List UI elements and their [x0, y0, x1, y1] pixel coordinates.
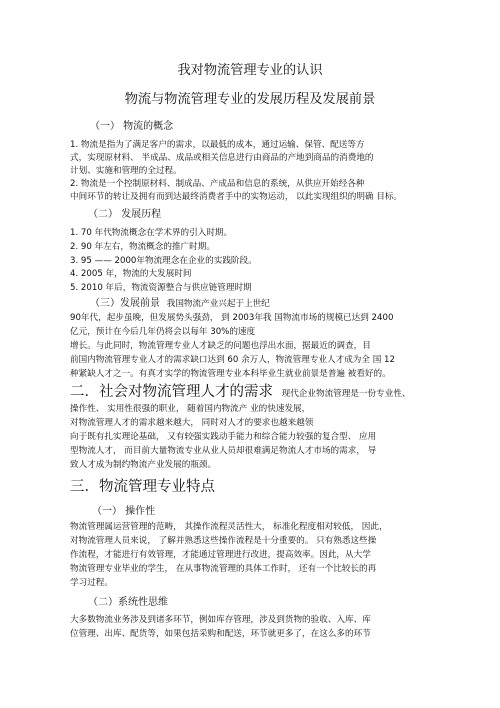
part-heading-demand-row	[70, 382, 411, 404]
paragraph-line: 计划、实施和管理的全过程。	[70, 166, 182, 176]
paragraph-line: 90年代，起步虽晚，但发展势头强劲， 到 2003年我 国物流市场的规模已达到 2400	[70, 313, 394, 323]
paragraph-line: 位管理、出库、配货等，如果包括采购和配送，环节就更多了，在这么多的环节	[70, 629, 371, 639]
paragraph-line: 致人才成为制约物流产业发展的瓶颈。	[70, 460, 217, 470]
paragraph-line: 式，实现原材料、 半成品、成品或相关信息进行由商品的产地到商品的消费地的	[70, 153, 374, 163]
section-heading-concept: （一） 物流的概念	[90, 121, 174, 132]
section-heading-history: （二） 发展历程	[88, 209, 162, 220]
subsection-heading-operability: （一） 操作性	[92, 506, 156, 517]
document-title: 我对物流管理专业的认识	[177, 63, 323, 78]
list-item: 5. 2010 年后，物流资源整合与供应链管理时期	[70, 283, 252, 293]
section-heading-prospects: （三）发展前景	[90, 298, 160, 309]
section-heading-prospects-row	[90, 297, 270, 311]
paragraph-line: 型物流人才， 而目前大量物流专业从业人员却很难满足物流人才市场的需求， 导	[70, 446, 377, 456]
document-subtitle: 物流与物流管理专业的发展历程及发展前景	[124, 92, 376, 107]
list-item: 3. 95 —— 2000年物流理念在企业的实践阶段。	[70, 256, 257, 266]
paragraph-line: 增长。与此同时，物流管理专业人才缺乏的问题也浮出水面，据最近的调查，目	[70, 341, 371, 351]
paragraph-line: 亿元，预计在今后几年仍将会以每年 30%的速度	[70, 327, 256, 337]
paragraph-line: 学习过程。	[70, 578, 113, 588]
list-item: 4. 2005 年，物流的大发展时间	[70, 269, 192, 279]
paragraph-line: 大多数物流业务涉及到诸多环节，例如库存管理，涉及到货物的验收、入库、库	[70, 615, 371, 625]
paragraph-line: 对物流管理人员来说， 了解并熟悉这些操作流程是十分重要的。 只有熟悉这些操	[70, 536, 377, 546]
paragraph-line: 物流管理属运营管理的范畴， 其操作流程灵活性大， 标准化程度相对较低， 因此，	[70, 522, 388, 532]
paragraph-line: 种紧缺人才之一。有真才实学的物流管理专业本科毕业生就业前景是普遍 被看好的。	[70, 369, 391, 379]
paragraph-line: 操作性、 实用性很强的职业， 随着国内物流产 业的快速发展，	[70, 404, 311, 414]
part-heading-features: 三．物流管理专业特点	[70, 479, 215, 495]
list-item: 1. 70 年代物流概念在学术界的引入时期。	[70, 228, 233, 238]
paragraph-line: 前国内物流管理专业人才的需求缺口达到 60 余万人，物流管理专业人才成为全 国 12	[70, 355, 395, 365]
paragraph-line: 向于既有扎实理论基础， 又有较强实践动手能力和综合能力较强的复合型、 应用	[70, 432, 377, 442]
paragraph-line: 物流管理专业毕业的学生， 在从事物流管理的具体工作时， 还有一个比较长的再	[70, 564, 377, 574]
paragraph-line: 2. 物流是一个控制原材料、制成品、产成品和信息的系统，从供应开始经各种	[70, 179, 365, 189]
paragraph-line: 中间环节的转让及拥有而到达最终消费者手中的实物运动， 以此实现组织的明确 目标。	[70, 192, 403, 202]
paragraph-line: 我国物流产业兴起于上世纪	[166, 299, 270, 309]
paragraph-line: 对物流管理人才的需求越来越大， 同时对人才的要求也越来越领	[70, 418, 314, 428]
paragraph-line: 1. 物流是指为了满足客户的需求，以最低的成本，通过运输、保管、配送等方	[70, 140, 365, 150]
paragraph-line: 作流程，才能进行有效管理，才能通过管理进行改进，提高效率。因此，从大学	[70, 550, 371, 560]
list-item: 2. 90 年左右，物流概念的推广时期。	[70, 242, 215, 252]
subsection-heading-systems-thinking: （二）系统性思维	[88, 597, 168, 608]
part-heading-demand: 二．社会对物流管理人才的需求	[70, 384, 273, 400]
paragraph-line: 现代企业物流管理是一份专业性、	[281, 389, 411, 399]
